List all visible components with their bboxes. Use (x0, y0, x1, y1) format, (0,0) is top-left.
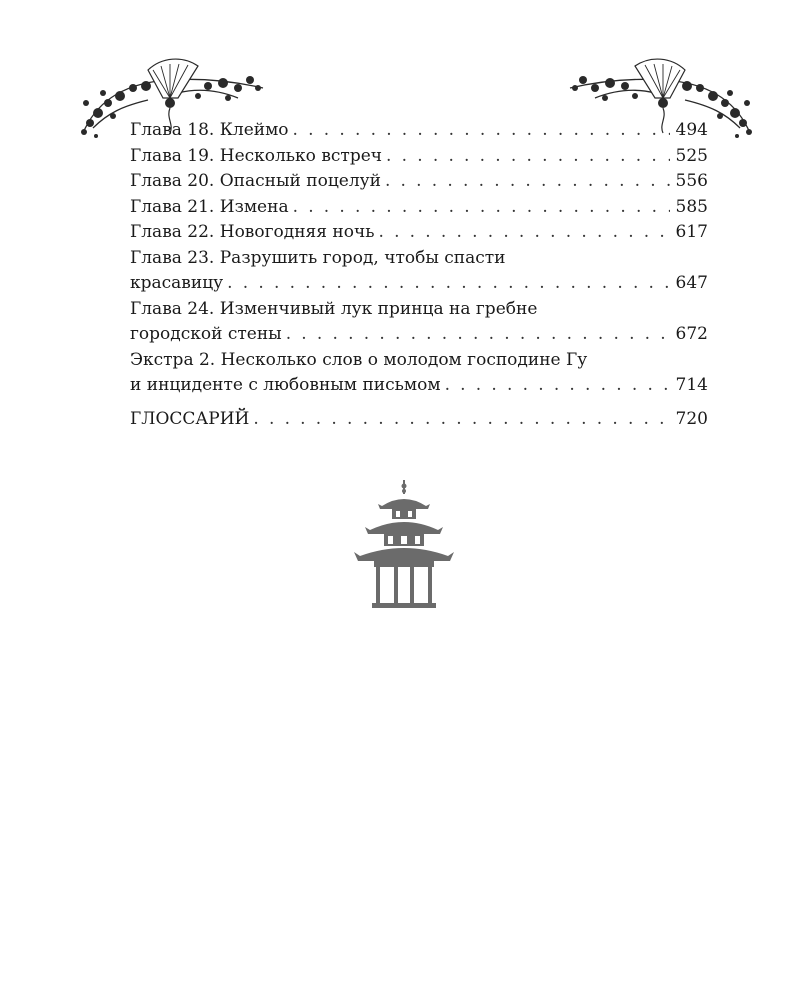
toc-entry-title-line: Глава 23. Разрушить город, чтобы спасти (130, 247, 506, 268)
toc-entry-title: Глава 18. Клеймо (130, 120, 289, 140)
toc-leader-dots (378, 220, 669, 246)
toc-entry (130, 220, 708, 246)
toc-entry-page: 585 (675, 196, 708, 217)
toc-leader-dots (385, 169, 670, 195)
toc-entry-page: 494 (675, 120, 708, 140)
toc-entry-page: 714 (675, 375, 708, 395)
toc-entry-page: 647 (675, 273, 708, 293)
toc-entry-page: 617 (675, 222, 708, 242)
toc-entry-title-line: Глава 24. Изменчивый лук принца на гребне (130, 298, 538, 319)
toc-entry (130, 169, 708, 195)
toc-entry (130, 144, 708, 170)
toc-entry-title: Глава 20. Опасный поцелуй (130, 171, 381, 191)
toc-leader-dots (286, 322, 670, 348)
toc-entry-title: и инциденте с любовным письмом (130, 375, 441, 395)
toc-entry-title: Глава 21. Измена (130, 196, 289, 217)
toc-entry-title-line: Экстра 2. Несколько слов о молодом господине Гу (130, 349, 588, 370)
toc-entry-title: Глава 22. Новогодняя ночь (130, 222, 375, 242)
toc-entry-title: красавицу (130, 273, 224, 293)
toc-leader-dots (386, 144, 670, 170)
toc-glossary-page: 720 (675, 408, 708, 429)
toc-glossary-title: ГЛОССАРИЙ (130, 408, 250, 429)
toc-leader-dots (293, 195, 670, 221)
toc-entry-page: 556 (675, 171, 708, 191)
toc-entry (130, 297, 708, 348)
toc-entry-title: городской стены (130, 324, 282, 344)
toc-entry-page: 672 (675, 324, 708, 344)
toc-leader-dots (227, 271, 669, 297)
toc-leader-dots (445, 373, 670, 399)
toc-leader-dots (253, 407, 669, 433)
toc-leader-dots (293, 118, 670, 144)
toc-glossary-entry (130, 407, 708, 433)
table-of-contents (130, 118, 708, 432)
toc-entry (130, 348, 708, 399)
pagoda-icon (354, 480, 454, 612)
toc-entry (130, 118, 708, 144)
toc-entry (130, 246, 708, 297)
toc-entry-page: 525 (675, 145, 708, 166)
toc-entry (130, 195, 708, 221)
toc-entry-title: Глава 19. Несколько встреч (130, 145, 383, 166)
